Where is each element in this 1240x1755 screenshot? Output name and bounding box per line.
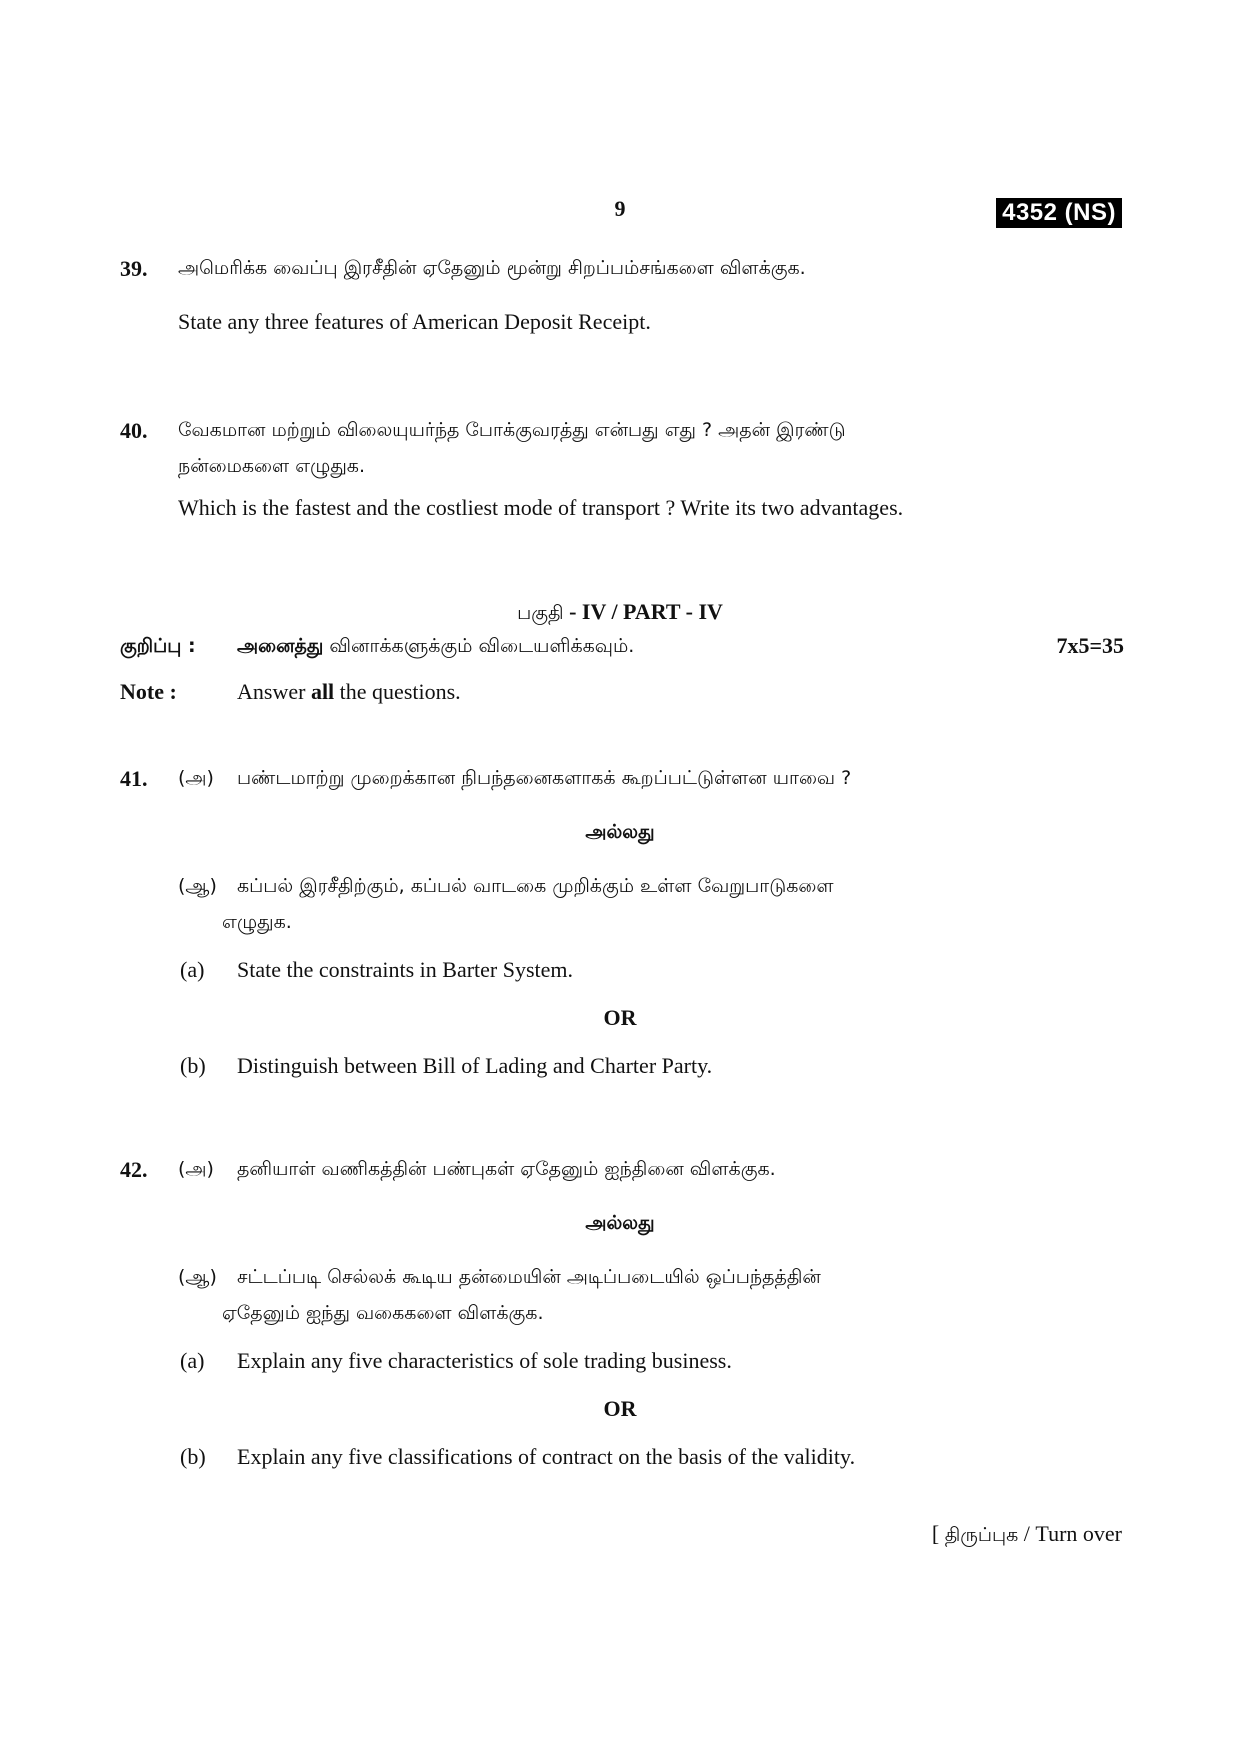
q42-a-tamil-text: தனியாள் வணிகத்தின் பண்புகள் ஏதேனும் ஐந்தினை விளக்குக. [237,1158,776,1180]
note-english-pre: Answer [237,679,311,704]
note-english [237,674,461,710]
footer-bracket: [ [931,1521,945,1546]
q41-b-tamil-line2: எழுதுக. [222,911,292,933]
note-label-english: Note : [120,679,177,704]
question-number-42: 42. [120,1157,148,1182]
marks-allocation: 7x5=35 [1056,633,1124,658]
q41-a-tamil-text: பண்டமாற்று முறைக்கான நிபந்தனைகளாகக் கூறப்பட்டுள்ளன யாவை ? [237,767,852,789]
question-number-40: 40. [120,418,148,443]
q40-tamil-line1: வேகமான மற்றும் விலையுயர்ந்த போக்குவரத்து என்பது எது ? அதன் இரண்டு [178,419,846,441]
q42-b-tamil-line1: சட்டப்படி செல்லக் கூடிய தன்மையின் அடிப்படையில் ஒப்பந்தத்தின் [237,1266,821,1288]
part-heading [0,594,1240,631]
q42-a-label: (a) [180,1348,205,1373]
q41-b-tamil-label: (ஆ) [178,875,217,897]
question-number-41: 41. [120,766,148,791]
q42-b-tamil-label: (ஆ) [178,1266,217,1288]
footer-english: / Turn over [1018,1521,1122,1546]
q42-a-english: Explain any five characteristics of sole trading business. [237,1348,732,1373]
q40-tamil-line2: நன்மைகளை எழுதுக. [178,455,365,477]
q41-a-english: State the constraints in Barter System. [237,957,574,982]
q42-b-label: (b) [180,1444,206,1469]
q41-b-label: (b) [180,1053,206,1078]
note-tamil [237,628,634,664]
q41-or-english: OR [603,1005,637,1030]
q42-b-english: Explain any five classifications of contract on the basis of the validity. [237,1444,856,1469]
q39-english-text: State any three features of American Deposit Receipt. [178,309,651,334]
note-english-bold: all [310,679,335,704]
q41-b-english: Distinguish between Bill of Lading and Charter Party. [237,1053,713,1078]
footer-tamil: திருப்புக [944,1524,1019,1546]
note-tamil-rest: வினாக்களுக்கும் விடையளிக்கவும். [323,635,635,657]
paper-code-badge: 4352 (NS) [996,198,1122,228]
note-english-post: the questions. [334,679,461,704]
q41-a-label: (a) [180,957,205,982]
note-label-tamil: குறிப்பு : [120,635,196,657]
q39-tamil-text: அமெரிக்க வைப்பு இரசீதின் ஏதேனும் மூன்று சிறப்பம்சங்களை விளக்குக. [178,257,806,279]
note-tamil-bold: அனைத்து [237,635,324,657]
q42-or-english: OR [603,1396,637,1421]
q41-or-tamil: அல்லது [585,821,655,843]
q42-b-tamil-line2: ஏதேனும் ஐந்து வகைகளை விளக்குக. [222,1302,544,1324]
part-heading-english: - IV / PART - IV [563,599,723,624]
turn-over-footer [932,1516,1122,1553]
q41-a-tamil-label: (அ) [178,767,214,789]
q42-a-tamil-label: (அ) [178,1158,214,1180]
q40-english-text: Which is the fastest and the costliest mode of transport ? Write its two advantages. [178,495,904,520]
part-heading-tamil: பகுதி [517,602,564,624]
page-number: 9 [614,196,626,221]
q42-or-tamil: அல்லது [585,1212,655,1234]
question-number-39: 39. [120,256,148,281]
q41-b-tamil-line1: கப்பல் இரசீதிற்கும், கப்பல் வாடகை முறிக்கும் உள்ள வேறுபாடுகளை [237,875,834,897]
